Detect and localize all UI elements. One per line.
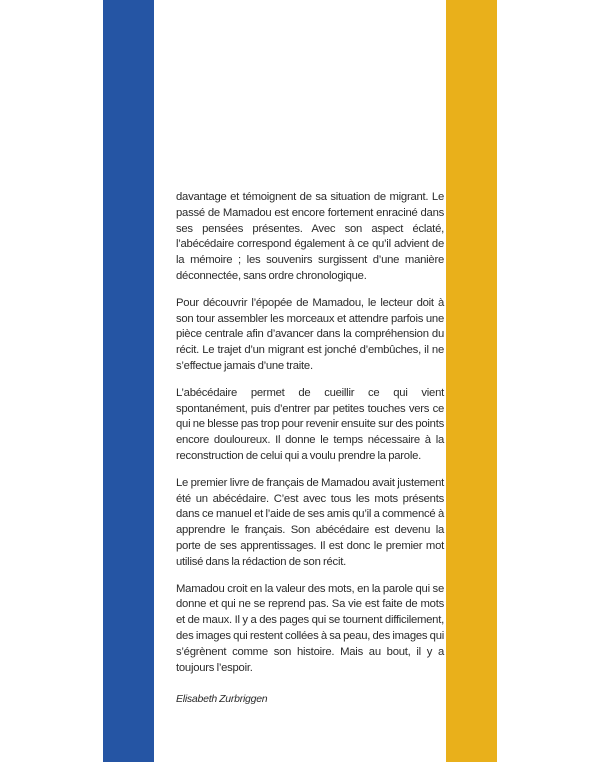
author-signature: Elisabeth Zurbriggen bbox=[176, 693, 268, 706]
right-color-stripe bbox=[446, 0, 497, 762]
paragraph: davantage et témoignent de sa situation de migrant. Le passé de Mamadou est encore fortement enraciné dans ses pensées présentes. Avec son aspect éclaté, l’abécédaire correspond également à ce qu’il advient de la mémoire ; les souvenirs surgissent d’une manière déconnectée, sans ordre chronologique. bbox=[176, 191, 444, 282]
body-text-column bbox=[176, 190, 444, 719]
paragraph: Mamadou croit en la valeur des mots, en la parole qui se donne et qui ne se reprend pas. Sa vie est faite de mots et de maux. Il y a des pages qui se tournent difficilement, des images qui restent collées à sa peau, des images qui s’égrènent comme son histoire. Mais au bout, il y a toujours l’espoir. bbox=[176, 582, 444, 674]
paragraph: Pour découvrir l’épopée de Mamadou, le lecteur doit à son tour assembler les morceaux et attendre parfois une pièce centrale afin d’avancer dans la compréhension du récit. Le trajet d’un migrant est jonché d’embûches, il ne s’effectue jamais d’une traite. bbox=[176, 296, 444, 372]
left-color-stripe bbox=[103, 0, 154, 762]
paragraph: Le premier livre de français de Mamadou avait justement été un abécédaire. C’est avec tous les mots présents dans ce manuel et l’aide de ses amis qu’il a commencé à apprendre le français. Son abécédaire est devenu la porte de ses apprentissages. Il est donc le premier mot utilisé dans la rédaction de son récit. bbox=[176, 476, 444, 568]
paragraph: L’abécédaire permet de cueillir ce qui vient spontanément, puis d’entrer par petites touches vers ce qui ne blesse pas trop pour revenir ensuite sur des points encore douloureux. Il donne le temps nécessaire à la reconstruction de celui qui a voulu prendre la parole. bbox=[176, 386, 444, 462]
